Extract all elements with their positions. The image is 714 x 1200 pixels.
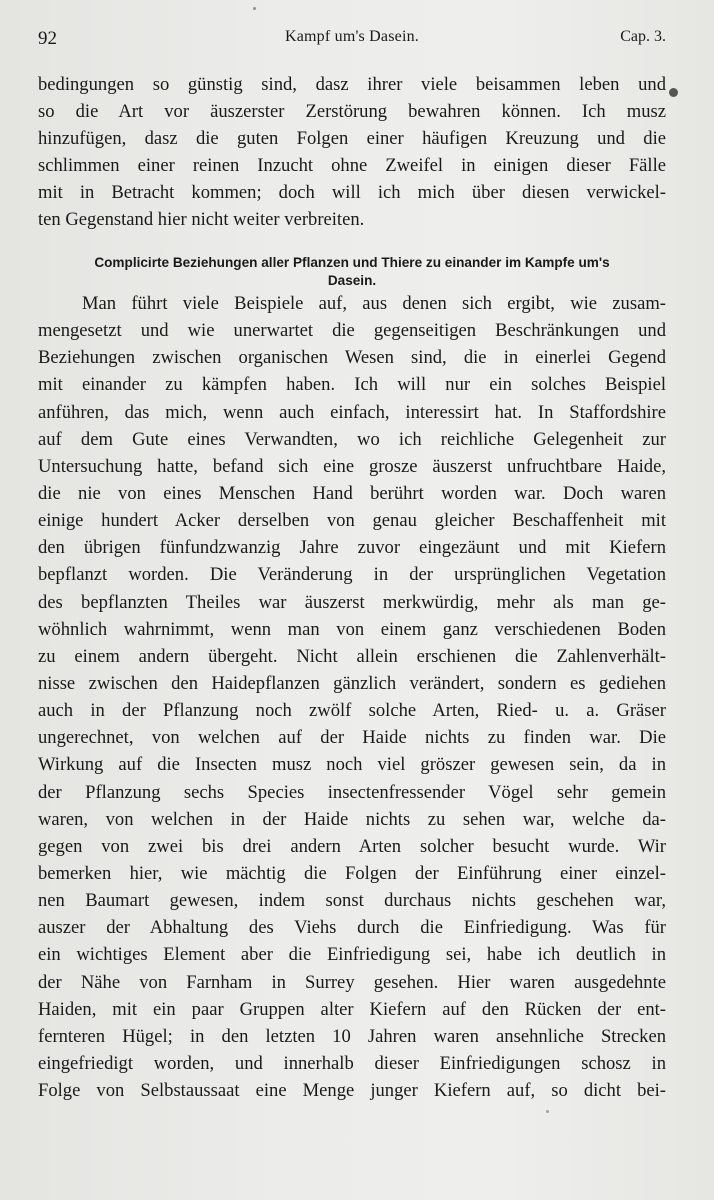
ink-speck <box>253 7 256 10</box>
text-line: zu einem andern übergeht. Nicht allein erschienen die Zahlenverhält- <box>38 645 666 667</box>
page-number: 92 <box>38 28 57 49</box>
text-line: nisse zwischen den Haidepflanzen gänzlich verändert, sondern es gediehen <box>38 672 666 694</box>
text-line: anführen, das mich, wenn auch einfach, interessirt hat. In Staffordshire <box>38 401 666 423</box>
chapter-label: Cap. 3. <box>620 28 666 45</box>
text-line: ein wichtiges Element aber die Einfriedigung sei, habe ich deutlich in <box>38 944 666 966</box>
text-line: wöhnlich wahrnimmt, wenn man von einem ganz verschiedenen Boden <box>38 618 666 640</box>
text-line: auszer der Abhaltung des Viehs durch die Einfriedigung. Was für <box>38 917 666 939</box>
text-line: eingefriedigt worden, und innerhalb dieser Einfriedigungen schosz in <box>38 1052 666 1074</box>
text-line: der Pflanzung sechs Species insectenfressender Vögel sehr gemein <box>38 781 666 803</box>
text-line: schlimmen einer reinen Inzucht ohne Zweifel in einigen dieser Fälle <box>38 155 666 177</box>
text-line: Folge von Selbstaussaat eine Menge junger Kiefern auf, so dicht bei- <box>38 1080 666 1102</box>
text-line: Untersuchung hatte, befand sich eine grosze äuszerst unfruchtbare Haide, <box>38 455 666 477</box>
text-line: auf dem Gute eines Verwandten, wo ich reichliche Gelegenheit zur <box>38 428 666 450</box>
text-line: mit in Betracht kommen; doch will ich mich über diesen verwickel- <box>38 182 666 204</box>
text-line: bemerken hier, wie mächtig die Folgen der Einführung einer einzel- <box>38 862 666 884</box>
text-line: Man führt viele Beispiele auf, aus denen sich ergibt, wie zusam- <box>82 293 666 314</box>
paragraph-1 <box>38 71 666 234</box>
text-line: gegen von zwei bis drei andern Arten solcher besucht wurde. Wir <box>38 835 666 857</box>
text-line: Wirkung auf die Insecten musz noch viel gröszer gewesen sein, da in <box>38 754 666 776</box>
paragraph-2 <box>38 290 666 1104</box>
ink-speck <box>669 88 678 97</box>
text-line: der Nähe von Farnham in Surrey gesehen. Hier waren ausgedehnte <box>38 971 666 993</box>
section-heading <box>38 254 666 290</box>
text-line: hinzufügen, dasz die guten Folgen einer häufigen Kreuzung und die <box>38 128 666 150</box>
text-line: den übrigen fünfundzwanzig Jahre zuvor eingezäunt und mit Kiefern <box>38 537 666 559</box>
text-line: bedingungen so günstig sind, dasz ihrer viele beisammen leben und <box>38 74 666 95</box>
page-header <box>38 28 666 54</box>
text-line: fernteren Hügel; in den letzten 10 Jahren waren ansehnliche Strecken <box>38 1025 666 1047</box>
heading-line: Complicirte Beziehungen aller Pflanzen und Thiere zu einander im Kampfe um's <box>94 255 610 270</box>
text-line: waren, von welchen in der Haide nichts zu sehen war, welche da- <box>38 808 666 830</box>
text-line: so die Art vor äuszerster Zerstörung bewahren können. Ich musz <box>38 101 666 123</box>
running-title: Kampf um's Dasein. <box>284 28 419 45</box>
text-line: nen Baumart gewesen, indem sonst durchaus nichts geschehen war, <box>38 890 666 912</box>
text-line: mit einander zu kämpfen haben. Ich will nur ein solches Beispiel <box>38 374 666 396</box>
text-line: einige hundert Acker derselben von genau gleicher Beschaffenheit mit <box>38 510 666 532</box>
text-line: ungerechnet, von welchen auf der Haide nichts zu finden war. Die <box>38 727 666 749</box>
text-line: Haiden, mit ein paar Gruppen alter Kiefern auf den Rücken der ent- <box>38 998 666 1020</box>
ink-speck <box>546 1110 549 1113</box>
text-line: auch in der Pflanzung noch zwölf solche Arten, Ried- u. a. Gräser <box>38 700 666 722</box>
text-line: des bepflanzten Theiles war äuszerst merkwürdig, mehr als man ge- <box>38 591 666 613</box>
text-line: Beziehungen zwischen organischen Wesen sind, die in einerlei Gegend <box>38 347 666 369</box>
text-line: bepflanzt worden. Die Veränderung in der ursprünglichen Vegetation <box>38 564 666 586</box>
text-line: mengesetzt und wie unerwartet die gegenseitigen Beschränkungen und <box>38 320 666 342</box>
heading-line: Dasein. <box>327 273 377 288</box>
text-line: ten Gegenstand hier nicht weiter verbreiten. <box>38 209 365 231</box>
text-line: die nie von eines Menschen Hand berührt worden war. Doch waren <box>38 482 666 504</box>
